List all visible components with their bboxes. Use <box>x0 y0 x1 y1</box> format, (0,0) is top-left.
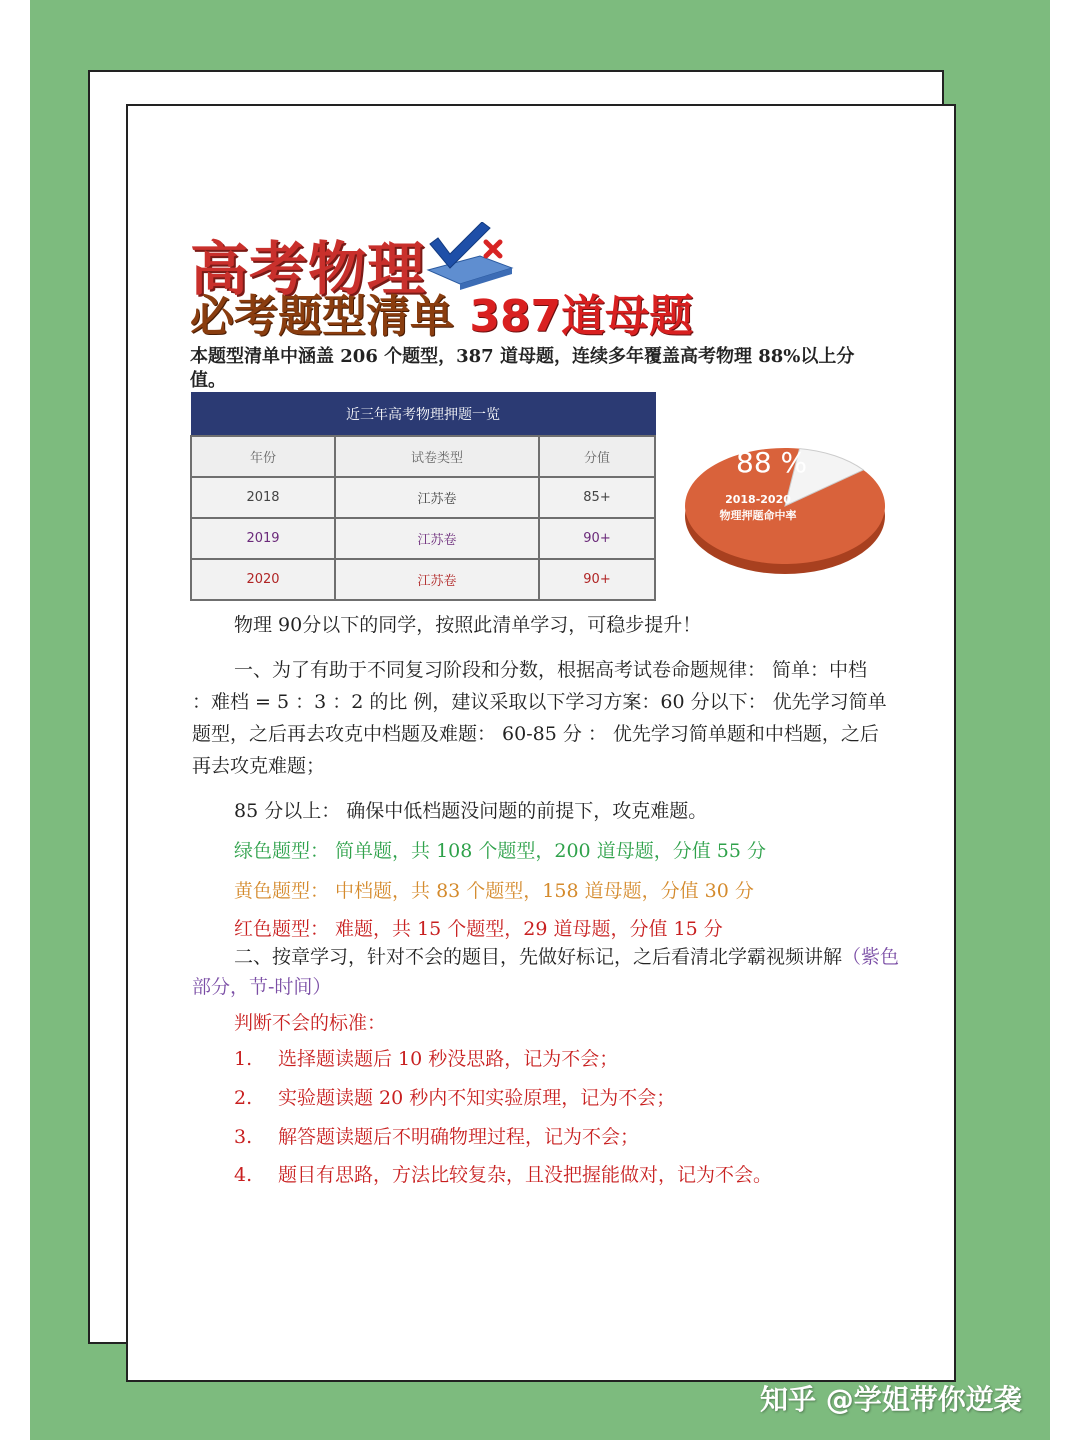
list-item-text: 题目有思路，方法比较复杂，且没把握能做对，记为不会。 <box>278 1164 773 1186</box>
list-item-number: 2. <box>234 1087 253 1109</box>
cell-year: 2019 <box>191 518 335 559</box>
list-item <box>234 1083 675 1110</box>
red-category: 红色题型： 难题，共 15 个题型，29 道母题，分值 15 分 <box>234 918 723 940</box>
pie-subtitle-years: 2018-2020 <box>725 493 791 506</box>
list-item-text: 选择题读题后 10 秒没思路，记为不会； <box>278 1048 619 1070</box>
pie-subtitle-desc: 物理押题命中率 <box>719 509 797 522</box>
cell-year: 2018 <box>191 477 335 518</box>
source-watermark: 知乎 @学姐带你逆袭 <box>760 1383 1022 1416</box>
cell-paper-type: 江苏卷 <box>335 559 539 600</box>
table-row <box>191 518 655 559</box>
cell-paper-type: 江苏卷 <box>335 518 539 559</box>
cell-score: 90+ <box>539 518 655 559</box>
list-item-text: 实验题读题 20 秒内不知实验原理，记为不会； <box>278 1087 676 1109</box>
press-summary-table <box>190 392 656 601</box>
right-border-stripe <box>1050 0 1080 1440</box>
intro-paragraph: 本题型清单中涵盖 206 个题型，387 道母题，连续多年覆盖高考物理 88%以上分值。 <box>190 346 855 391</box>
header-paper-type: 试卷类型 <box>335 436 539 477</box>
cell-score: 85+ <box>539 477 655 518</box>
cell-year: 2020 <box>191 559 335 600</box>
cell-paper-type: 江苏卷 <box>335 477 539 518</box>
title-line-2-highlight: 387道母题 <box>469 291 694 342</box>
header-score: 分值 <box>539 436 655 477</box>
table-caption: 近三年高考物理押题一览 <box>191 393 655 437</box>
list-item <box>234 1160 772 1187</box>
cell-score: 90+ <box>539 559 655 600</box>
table-header-row <box>191 436 655 477</box>
title-line-2-prefix: 必考题型清单 <box>190 291 470 342</box>
list-item-text: 解答题读题后不明确物理过程，记为不会； <box>278 1126 640 1148</box>
title-line-2 <box>190 280 693 344</box>
table-row <box>191 477 655 518</box>
green-category: 绿色题型： 简单题，共 108 个题型，200 道母题，分值 55 分 <box>234 840 766 862</box>
paragraph-85-plus: 85 分以上： 确保中低档题没问题的前提下，攻克难题。 <box>234 800 708 822</box>
list-item-number: 1. <box>234 1048 253 1070</box>
pie-subtitle <box>688 492 828 524</box>
left-border-stripe <box>0 0 30 1440</box>
paragraph-plan: 一、为了有助于不同复习阶段和分数，根据高考试卷命题规律： 简单：中档 ：难档 = 5 ：3 ：2 的比 例，建议采取以下学习方案：60 分以下： 优先学习简单题型，之后再去攻克中档题及难题： 60-85 分 ： 优先学习简单题和中档题，之后再去攻克难题； <box>192 659 887 777</box>
pie-percent-label: 88 % <box>736 446 808 479</box>
list-item-number: 3. <box>234 1126 253 1148</box>
paragraph-chapter-study <box>192 942 902 1002</box>
title-line-1: 高考物理 <box>190 235 427 303</box>
yellow-category: 黄色题型： 中档题，共 83 个题型，158 道母题，分值 30 分 <box>234 880 754 902</box>
list-item-number: 4. <box>234 1164 253 1186</box>
chapter-study-purple: （紫色部分，节-时间） <box>192 946 900 998</box>
chapter-study-main: 二、按章学习，针对不会的题目，先做好标记，之后看清北学霸视频讲解 <box>234 946 843 968</box>
criteria-title: 判断不会的标准： <box>234 1012 387 1034</box>
list-item <box>234 1122 639 1149</box>
table-row <box>191 559 655 600</box>
header-year: 年份 <box>191 436 335 477</box>
paragraph-goal: 物理 90分以下的同学，按照此清单学习，可稳步提升！ <box>234 614 702 636</box>
list-item <box>234 1044 618 1071</box>
